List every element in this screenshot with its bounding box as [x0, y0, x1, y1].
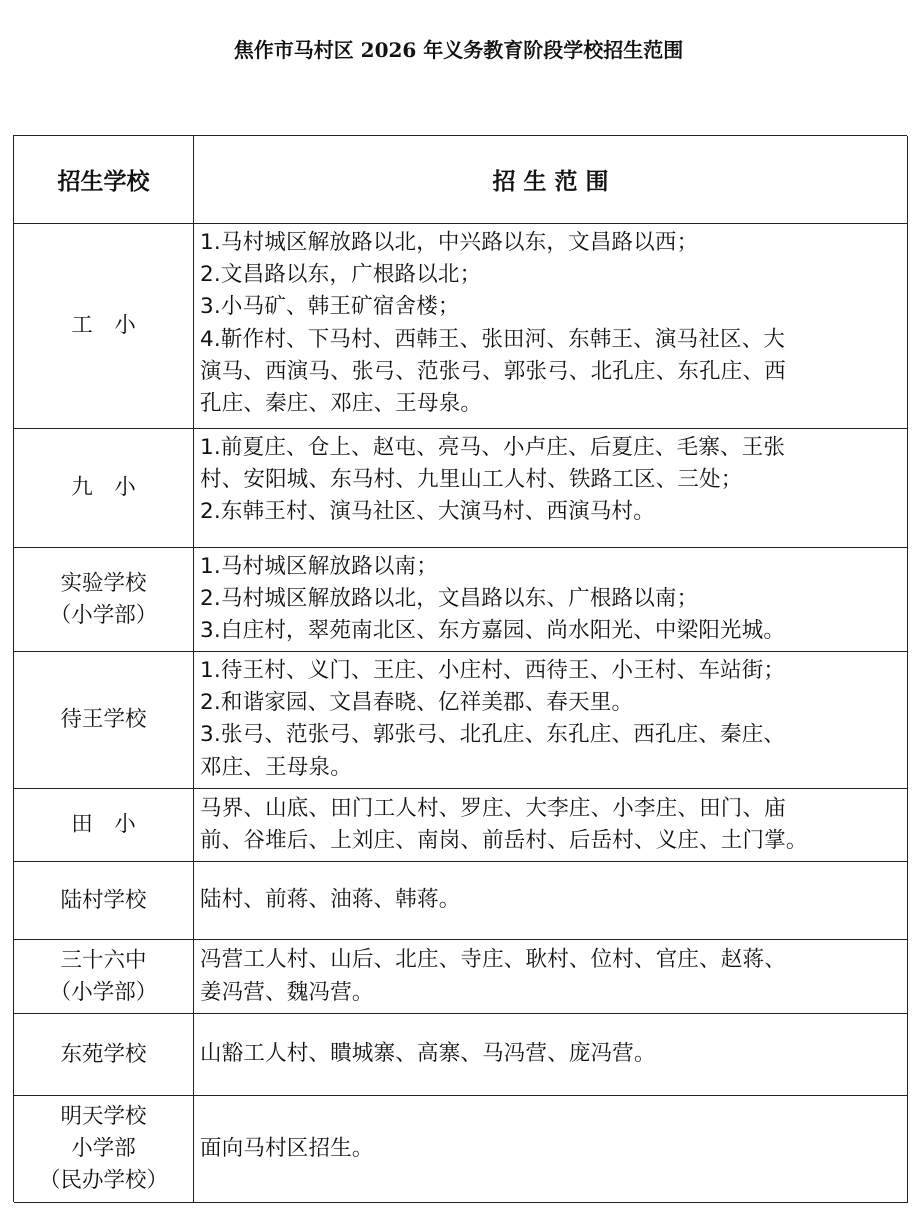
school-cell: [14, 940, 194, 1014]
school-name-line: 实验学校: [60, 570, 147, 596]
school-name-line: 东苑学校: [60, 1041, 147, 1067]
scope-line: 1.马村城区解放路以北，中兴路以东，文昌路以西；: [200, 230, 699, 255]
scope-line: 3.白庄村，翠苑南北区、东方嘉园、尚水阳光、中梁阳光城。: [200, 618, 786, 644]
scope-line: 1.马村城区解放路以南；: [200, 554, 438, 579]
school-name-line: （小学部）: [49, 602, 158, 628]
scope-line: 山豁工人村、瞶城寨、高寨、马冯营、庞冯营。: [200, 1041, 656, 1067]
scope-line: 孔庄、秦庄、邓庄、王母泉。: [200, 391, 483, 417]
scope-cell: [194, 429, 908, 548]
school-cell: [14, 1096, 194, 1203]
scope-cell: [194, 862, 908, 940]
school-name-line: 工 小: [71, 313, 136, 338]
scope-line: 4.靳作村、下马村、西韩王、张田河、东韩王、演马社区、大: [200, 326, 786, 352]
scope-line: 1.待王村、义门、王庄、小庄村、西待王、小王村、车站街；: [200, 658, 786, 683]
school-cell: [14, 224, 194, 429]
scope-line: 姜冯营、魏冯营。: [200, 979, 374, 1005]
scope-line: 演马、西演马、张弓、范张弓、郭张弓、北孔庄、东孔庄、西: [200, 358, 786, 384]
scope-line: 2.东韩王村、演马社区、大演马村、西演马村。: [200, 499, 655, 525]
school-cell: [14, 652, 194, 789]
document-title: 焦作市马村区 2026 年义务教育阶段学校招生范围: [233, 38, 684, 62]
scope-line: 村、安阳城、东马村、九里山工人村、铁路工区、三处；: [200, 467, 743, 493]
school-cell: [14, 429, 194, 548]
school-name-line: （小学部）: [49, 979, 158, 1005]
school-name-line: 田 小: [71, 812, 136, 837]
scope-line: 面向马村区招生。: [200, 1135, 374, 1161]
school-name-line: 陆村学校: [60, 887, 147, 913]
school-cell: [14, 1014, 194, 1096]
scope-line: 2.和谐家园、文昌春晓、亿祥美郡、春天里。: [200, 690, 634, 716]
school-cell: [14, 862, 194, 940]
school-name-line: （民办学校）: [38, 1168, 168, 1193]
header-scope: 招 生 范 围: [194, 136, 908, 224]
scope-line: 3.张弓、范张弓、郭张弓、北孔庄、东孔庄、西孔庄、秦庄、: [200, 722, 786, 748]
school-name-line: 九 小: [71, 475, 136, 500]
school-name-line: 三十六中: [60, 947, 147, 973]
scope-line: 2.马村城区解放路以北，文昌路以东、广根路以南；: [200, 586, 699, 612]
scope-line: 3.小马矿、韩王矿宿舍楼；: [200, 294, 460, 320]
scope-cell: [194, 1096, 908, 1203]
header-school: 招生学校: [14, 136, 194, 224]
scope-line: 1.前夏庄、仓上、赵屯、亮马、小卢庄、后夏庄、毛寨、王张: [200, 435, 786, 460]
scope-cell: [194, 1014, 908, 1096]
enrollment-table: [13, 135, 907, 1202]
scope-cell: [194, 940, 908, 1014]
scope-cell: [194, 652, 908, 789]
scope-line: 2.文昌路以东，广根路以北；: [200, 262, 482, 288]
scope-cell: [194, 789, 908, 862]
school-cell: [14, 548, 194, 652]
scope-cell: [194, 224, 908, 429]
scope-line: 冯营工人村、山后、北庄、寺庄、耿村、位村、官庄、赵蒋、: [200, 947, 786, 973]
scope-line: 邓庄、王母泉。: [200, 754, 352, 780]
scope-line: 马界、山底、田门工人村、罗庄、大李庄、小李庄、田门、庙: [200, 795, 786, 821]
school-name-line: 小学部: [71, 1136, 136, 1161]
school-name-line: 明天学校: [60, 1104, 147, 1129]
school-cell: [14, 789, 194, 862]
scope-line: 陆村、前蒋、油蒋、韩蒋。: [200, 887, 461, 913]
scope-cell: [194, 548, 908, 652]
school-name-line: 待王学校: [60, 707, 147, 732]
scope-line: 前、谷堆后、上刘庄、南岗、前岳村、后岳村、义庄、土门掌。: [200, 828, 808, 853]
